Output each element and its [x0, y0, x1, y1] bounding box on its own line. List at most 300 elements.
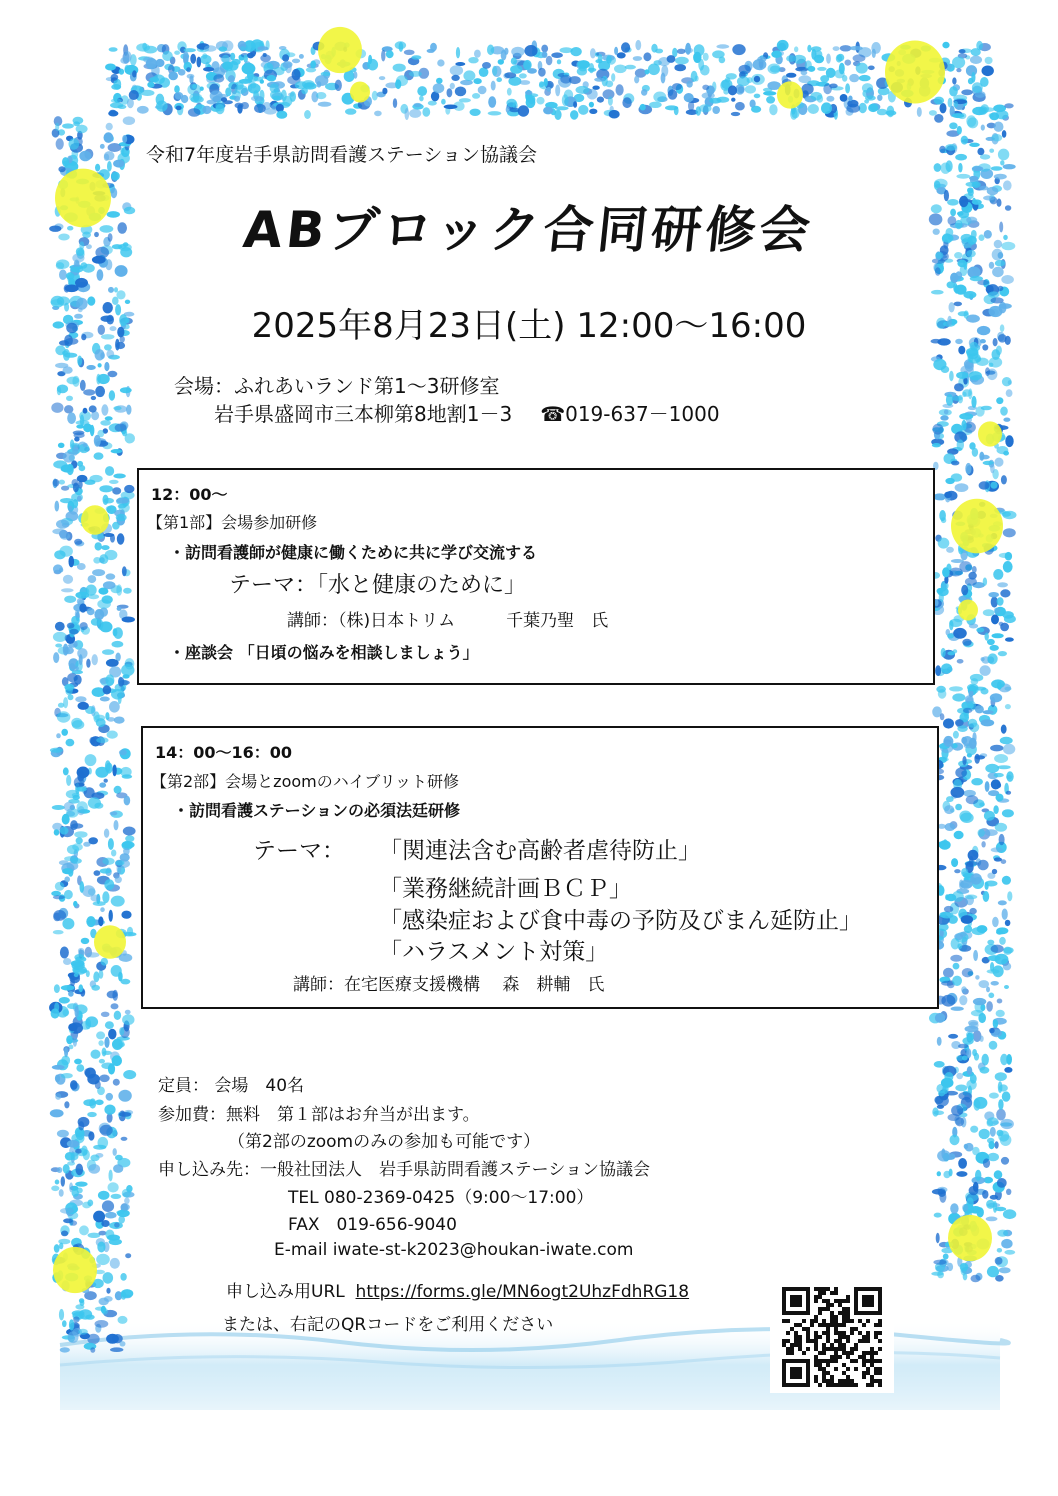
- paint-dot: [871, 42, 881, 54]
- paint-dot: [970, 873, 982, 884]
- qr-code[interactable]: [770, 1281, 894, 1393]
- paint-dot: [1000, 589, 1010, 597]
- paint-dot: [93, 971, 99, 982]
- venue-address: 岩手県盛岡市三本柳第8地割1－3: [214, 402, 513, 426]
- paint-dot: [98, 363, 102, 367]
- paint-dot: [986, 1001, 993, 1012]
- paint-dot: [940, 415, 948, 420]
- paint-dot: [969, 176, 978, 181]
- paint-dot: [944, 1072, 953, 1082]
- paint-dot: [228, 75, 235, 83]
- paint-dot: [473, 78, 481, 84]
- paint-dot: [969, 143, 980, 147]
- application-url-link[interactable]: https://forms.gle/MN6ogt2UhzFdhRG18: [355, 1282, 690, 1302]
- yellow-paint-ball: [978, 421, 1002, 446]
- paint-dot: [839, 63, 845, 75]
- paint-dot: [684, 93, 694, 102]
- paint-dot: [115, 876, 122, 883]
- paint-dot: [94, 452, 104, 459]
- paint-dot: [115, 265, 128, 277]
- paint-dot: [63, 644, 69, 656]
- paint-dot: [69, 629, 78, 635]
- paint-dot: [444, 105, 458, 110]
- paint-dot: [123, 827, 136, 836]
- paint-dot: [979, 1129, 990, 1139]
- paint-dot: [1003, 1209, 1016, 1219]
- paint-dot: [100, 420, 111, 426]
- paint-dot: [113, 1079, 120, 1086]
- paint-dot: [990, 645, 999, 651]
- paint-dot: [702, 85, 709, 90]
- paint-dot: [59, 1189, 64, 1197]
- paint-dot: [849, 74, 859, 82]
- paint-dot: [80, 380, 86, 391]
- yellow-paint-ball: [350, 82, 370, 103]
- paint-dot: [997, 1178, 1007, 1188]
- paint-dot: [959, 811, 971, 822]
- paint-dot: [966, 65, 977, 76]
- paint-dot: [219, 46, 228, 51]
- paint-dot: [614, 47, 618, 55]
- paint-dot: [956, 68, 961, 72]
- paint-dot: [998, 900, 1007, 905]
- paint-dot: [661, 73, 666, 84]
- paint-dot: [981, 125, 985, 131]
- paint-dot: [95, 386, 105, 397]
- paint-dot: [104, 879, 114, 890]
- paint-dot: [562, 94, 569, 106]
- paint-dot: [994, 174, 1007, 180]
- paint-dot: [949, 620, 953, 630]
- paint-dot: [53, 479, 60, 487]
- paint-dot: [99, 1298, 109, 1306]
- apply-to: 申し込み先：一般社団法人 岩手県訪問看護ステーション協議会: [158, 1160, 650, 1180]
- part1-theme: テーマ：「水と健康のために」: [229, 573, 527, 598]
- paint-dot: [970, 56, 982, 64]
- paint-dot: [931, 290, 944, 295]
- paint-dot: [995, 1072, 1007, 1081]
- paint-dot: [122, 135, 127, 143]
- paint-dot: [120, 57, 129, 64]
- paint-dot: [482, 62, 491, 69]
- paint-dot: [110, 811, 118, 815]
- paint-dot: [955, 768, 967, 778]
- paint-dot: [215, 101, 225, 112]
- paint-dot: [523, 60, 532, 70]
- paint-dot: [299, 54, 304, 59]
- paint-dot: [955, 1085, 967, 1092]
- paint-dot: [959, 561, 972, 572]
- paint-dot: [703, 53, 709, 61]
- paint-dot: [70, 439, 74, 449]
- paint-dot: [108, 143, 122, 152]
- paint-dot: [958, 346, 965, 355]
- paint-dot: [962, 1204, 968, 1212]
- paint-dot: [995, 823, 1007, 832]
- paint-dot: [436, 78, 443, 84]
- paint-dot: [66, 1035, 73, 1044]
- paint-dot: [971, 1010, 983, 1016]
- paint-dot: [739, 65, 751, 75]
- paint-dot: [90, 1347, 95, 1353]
- paint-dot: [649, 102, 662, 108]
- paint-dot: [1000, 1054, 1008, 1065]
- paint-dot: [417, 86, 427, 96]
- paint-dot: [106, 1288, 110, 1294]
- paint-dot: [982, 66, 994, 77]
- paint-dot: [942, 42, 949, 49]
- paint-dot: [978, 829, 985, 837]
- paint-dot: [55, 644, 62, 648]
- paint-dot: [60, 947, 69, 959]
- paint-dot: [994, 608, 1001, 614]
- paint-dot: [470, 109, 481, 116]
- paint-dot: [86, 365, 95, 370]
- paint-dot: [189, 93, 202, 102]
- paint-dot: [55, 501, 60, 512]
- organizer-line: 令和7年度岩手県訪問看護ステーション協議会: [146, 144, 537, 166]
- paint-dot: [801, 70, 808, 75]
- paint-dot: [993, 805, 998, 814]
- paint-dot: [976, 628, 984, 633]
- paint-dot: [83, 1099, 95, 1106]
- paint-dot: [56, 138, 64, 149]
- paint-dot: [983, 1158, 990, 1168]
- paint-dot: [92, 654, 98, 665]
- paint-dot: [76, 837, 83, 844]
- paint-dot: [993, 569, 1003, 580]
- paint-dot: [1004, 985, 1009, 989]
- paint-dot: [614, 65, 627, 74]
- paint-dot: [955, 483, 969, 492]
- paint-dot: [61, 1176, 65, 1186]
- page-title: ABブロック合同研修会: [240, 201, 817, 259]
- paint-dot: [290, 91, 296, 102]
- paint-dot: [116, 498, 129, 504]
- paint-dot: [124, 485, 134, 493]
- paint-dot: [1003, 418, 1010, 422]
- paint-dot: [55, 123, 59, 131]
- paint-dot: [942, 567, 950, 577]
- paint-dot: [988, 653, 998, 664]
- paint-dot: [934, 114, 943, 123]
- paint-dot: [555, 106, 569, 110]
- part1-box: [137, 468, 935, 685]
- paint-dot: [672, 83, 682, 90]
- venue-address-line: [214, 398, 720, 427]
- paint-dot: [972, 732, 976, 743]
- paint-dot: [994, 857, 1002, 861]
- qr-note: または、右記のQRコードをご利用ください: [222, 1315, 554, 1335]
- paint-dot: [968, 572, 976, 580]
- paint-dot: [122, 1014, 134, 1025]
- paint-dot: [1003, 528, 1016, 537]
- paint-dot: [840, 94, 848, 102]
- paint-dot: [996, 1109, 1006, 1121]
- paint-dot: [934, 1061, 945, 1068]
- apply-email[interactable]: E-mail iwate-st-k2023@houkan-iwate.com: [274, 1240, 634, 1260]
- paint-dot: [292, 69, 301, 81]
- paint-dot: [940, 713, 945, 720]
- paint-dot: [113, 406, 121, 410]
- paint-dot: [63, 366, 73, 373]
- paint-dot: [699, 104, 712, 112]
- paint-dot: [519, 73, 527, 78]
- paint-dot: [257, 46, 268, 50]
- part2-box: [141, 726, 939, 1009]
- paint-dot: [625, 65, 636, 70]
- paint-dot: [393, 98, 397, 108]
- paint-dot: [113, 160, 124, 168]
- paint-dot: [54, 829, 60, 835]
- paint-dot: [190, 54, 196, 64]
- paint-dot: [573, 101, 577, 108]
- paint-dot: [77, 475, 88, 482]
- paint-dot: [945, 144, 957, 151]
- paint-dot: [989, 149, 994, 153]
- paint-dot: [538, 68, 546, 77]
- paint-dot: [948, 1034, 958, 1039]
- paint-dot: [80, 622, 88, 630]
- paint-dot: [125, 1010, 131, 1015]
- paint-dot: [108, 371, 118, 377]
- paint-dot: [55, 1180, 60, 1185]
- paint-dot: [952, 77, 956, 84]
- paint-dot: [353, 71, 357, 78]
- paint-dot: [168, 72, 178, 81]
- yellow-paint-ball: [951, 499, 1003, 554]
- paint-dot: [77, 648, 87, 659]
- paint-dot: [952, 113, 964, 118]
- paint-dot: [991, 945, 1004, 953]
- paint-dot: [129, 90, 139, 100]
- paint-dot: [995, 1257, 1003, 1265]
- paint-dot: [954, 869, 960, 873]
- paint-dot: [104, 1105, 115, 1115]
- part2-theme-label: テーマ：: [253, 838, 345, 864]
- paint-dot: [90, 425, 95, 436]
- paint-dot: [992, 869, 997, 874]
- paint-dot: [110, 1258, 120, 1269]
- paint-dot: [106, 1093, 113, 1101]
- paint-dot: [961, 420, 966, 431]
- paint-dot: [69, 138, 80, 149]
- paint-dot: [67, 1140, 79, 1148]
- paint-dot: [616, 84, 624, 95]
- paint-dot: [76, 125, 88, 134]
- paint-dot: [946, 547, 954, 553]
- paint-dot: [985, 57, 993, 64]
- paint-dot: [777, 40, 789, 51]
- paint-dot: [817, 67, 827, 71]
- paint-dot: [66, 739, 75, 747]
- paint-dot: [960, 1264, 966, 1276]
- venue-tel: ☎019-637－1000: [540, 402, 720, 426]
- paint-dot: [966, 795, 979, 804]
- paint-dot: [76, 1064, 84, 1072]
- paint-dot: [640, 104, 646, 111]
- paint-dot: [605, 81, 613, 88]
- paint-dot: [996, 110, 1009, 119]
- paint-dot: [83, 408, 88, 414]
- paint-dot: [99, 554, 108, 564]
- paint-dot: [966, 115, 976, 127]
- paint-dot: [985, 882, 989, 890]
- paint-dot: [51, 1186, 59, 1192]
- paint-dot: [77, 356, 82, 366]
- paint-dot: [90, 475, 103, 482]
- paint-dot: [845, 60, 852, 66]
- paint-dot: [119, 69, 124, 75]
- paint-dot: [109, 480, 119, 484]
- paint-dot: [846, 104, 860, 113]
- paint-dot: [977, 1207, 984, 1217]
- url-line: [226, 1277, 689, 1302]
- paint-dot: [188, 108, 201, 117]
- paint-dot: [992, 917, 999, 927]
- paint-dot: [91, 985, 100, 991]
- paint-dot: [61, 1073, 73, 1078]
- paint-dot: [95, 542, 102, 550]
- paint-dot: [77, 771, 84, 782]
- paint-dot: [937, 1150, 951, 1161]
- paint-dot: [990, 1127, 996, 1137]
- paint-dot: [945, 823, 956, 831]
- paint-dot: [977, 148, 984, 156]
- paint-dot: [234, 96, 240, 102]
- paint-dot: [54, 1002, 59, 1012]
- paint-dot: [931, 1272, 943, 1276]
- paint-dot: [826, 54, 831, 64]
- paint-dot: [995, 458, 1004, 467]
- paint-dot: [999, 937, 1006, 945]
- paint-dot: [578, 105, 588, 115]
- paint-dot: [59, 997, 70, 1004]
- url-label: 申し込み用URL: [226, 1282, 345, 1302]
- paint-dot: [142, 43, 147, 50]
- paint-dot: [85, 754, 97, 766]
- paint-dot: [525, 90, 532, 95]
- paint-dot: [1003, 561, 1013, 573]
- paint-dot: [980, 104, 989, 113]
- paint-dot: [114, 1222, 120, 1227]
- paint-dot: [97, 1242, 105, 1253]
- paint-dot: [82, 264, 95, 273]
- paint-dot: [267, 75, 277, 82]
- paint-dot: [958, 1158, 967, 1169]
- paint-dot: [64, 802, 75, 812]
- paint-dot: [643, 52, 651, 61]
- paint-dot: [61, 588, 74, 592]
- paint-dot: [487, 45, 494, 56]
- paint-dot: [992, 134, 1003, 141]
- paint-dot: [404, 50, 415, 55]
- paint-dot: [1000, 160, 1004, 165]
- paint-dot: [71, 1152, 79, 1160]
- paint-dot: [53, 652, 59, 663]
- paint-dot: [79, 151, 91, 162]
- paint-dot: [106, 123, 113, 131]
- paint-dot: [137, 106, 149, 114]
- paint-dot: [984, 811, 995, 821]
- venue-name: 会場：ふれあいランド第1～3研修室: [174, 374, 500, 398]
- paint-dot: [119, 1027, 124, 1035]
- paint-dot: [997, 582, 1008, 587]
- paint-dot: [506, 106, 510, 113]
- paint-dot: [978, 860, 989, 871]
- paint-dot: [962, 1056, 968, 1061]
- paint-dot: [826, 96, 834, 102]
- paint-dot: [74, 1059, 82, 1065]
- paint-dot: [147, 82, 154, 88]
- paint-dot: [985, 764, 999, 773]
- paint-dot: [1004, 1067, 1012, 1073]
- paint-dot: [981, 719, 995, 726]
- paint-dot: [104, 151, 115, 160]
- paint-dot: [110, 1347, 123, 1352]
- paint-dot: [62, 868, 73, 874]
- paint-dot: [934, 97, 944, 105]
- paint-dot: [981, 657, 985, 661]
- paint-dot: [950, 1203, 958, 1214]
- paint-dot: [609, 110, 620, 119]
- paint-dot: [611, 73, 615, 82]
- paint-dot: [960, 880, 973, 889]
- paint-dot: [937, 1171, 941, 1176]
- paint-dot: [991, 981, 999, 986]
- paint-dot: [994, 1170, 1003, 1179]
- paint-dot: [98, 1137, 109, 1149]
- paint-dot: [200, 55, 212, 64]
- paint-dot: [686, 81, 692, 88]
- paint-dot: [957, 659, 964, 664]
- paint-dot: [121, 979, 131, 985]
- paint-dot: [86, 916, 95, 927]
- paint-dot: [1005, 920, 1011, 926]
- paint-dot: [113, 1164, 123, 1173]
- paint-dot: [93, 901, 106, 906]
- paint-dot: [969, 371, 982, 380]
- paint-dot: [541, 45, 548, 53]
- paint-dot: [991, 847, 1003, 852]
- paint-dot: [1002, 130, 1007, 138]
- paint-dot: [997, 1130, 1004, 1137]
- paint-dot: [805, 60, 812, 69]
- paint-dot: [67, 673, 77, 682]
- paint-dot: [496, 77, 502, 82]
- paint-dot: [113, 1148, 117, 1156]
- paint-dot: [1003, 744, 1015, 755]
- paint-dot: [118, 1090, 131, 1102]
- paint-dot: [77, 496, 82, 502]
- paint-dot: [235, 85, 248, 94]
- paint-dot: [542, 52, 548, 58]
- paint-dot: [84, 1068, 90, 1076]
- paint-dot: [162, 51, 173, 61]
- paint-dot: [1007, 891, 1012, 901]
- paint-dot: [975, 975, 979, 980]
- paint-dot: [981, 688, 989, 695]
- paint-dot: [79, 1225, 89, 1235]
- paint-dot: [951, 858, 958, 867]
- paint-dot: [972, 927, 986, 935]
- paint-dot: [951, 473, 962, 481]
- paint-dot: [64, 876, 70, 882]
- paint-dot: [943, 968, 954, 978]
- paint-dot: [685, 43, 691, 55]
- paint-dot: [938, 538, 950, 549]
- paint-dot: [986, 1217, 998, 1222]
